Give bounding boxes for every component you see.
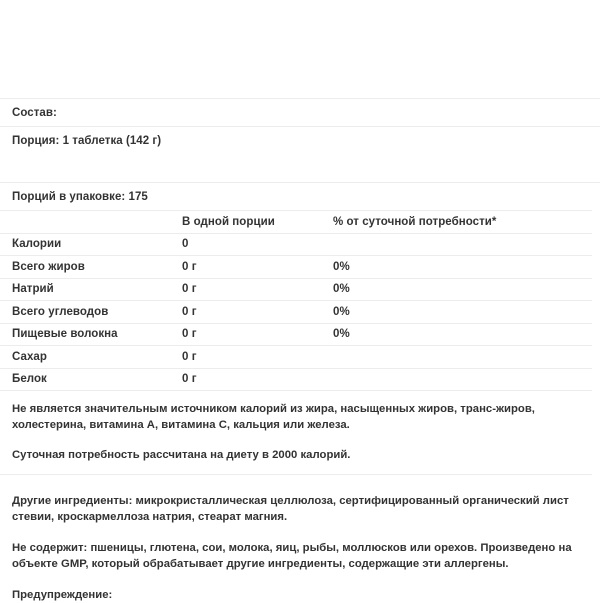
table-header-row	[0, 211, 592, 234]
table-row	[0, 323, 592, 346]
nutrient-amount: 0 г	[182, 301, 333, 324]
nutrient-name: Калории	[0, 233, 182, 256]
nutrient-amount: 0 г	[182, 323, 333, 346]
top-spacer	[0, 0, 600, 98]
nutrient-daily-value	[333, 368, 592, 391]
nutrient-daily-value: 0%	[333, 323, 592, 346]
column-header-daily-value: % от суточной потребности*	[333, 211, 592, 234]
nutrient-name: Белок	[0, 368, 182, 391]
nutrient-name: Всего углеводов	[0, 301, 182, 324]
table-row	[0, 278, 592, 301]
servings-per-container-text: Порций в упаковке: 175	[12, 190, 148, 203]
nutrition-table-head	[0, 211, 592, 234]
serving-size-row	[0, 127, 600, 154]
nutrient-daily-value	[333, 233, 592, 256]
nutrient-amount: 0	[182, 233, 333, 256]
spacer-between-serving-rows	[0, 154, 600, 182]
allergen-statement-text: Не содержит: пшеницы, глютена, сои, молока, яиц, рыбы, моллюсков или орехов. Произведено на объекте GMP, который обрабатывает другие ингредиенты, содержащие эти аллергены.	[12, 542, 572, 570]
column-header-per-serving: В одной порции	[182, 211, 333, 234]
other-ingredients-text: Другие ингредиенты: микрокристаллическая целлюлоза, сертифицированный органический лист стевии, кроскармеллоза натрия, стеарат магния.	[12, 495, 569, 523]
ingredients-block	[0, 493, 600, 603]
table-row	[0, 256, 592, 279]
supplement-facts-heading: Состав:	[12, 106, 57, 119]
nutrient-daily-value: 0%	[333, 278, 592, 301]
nutrient-name: Сахар	[0, 346, 182, 369]
footnote-daily-value-basis: Суточная потребность рассчитана на диету в 2000 калорий.	[12, 449, 351, 461]
nutrition-table-body	[0, 233, 592, 391]
nutrition-table	[0, 210, 592, 391]
nutrient-amount: 0 г	[182, 346, 333, 369]
nutrient-name: Всего жиров	[0, 256, 182, 279]
nutrient-amount: 0 г	[182, 368, 333, 391]
table-row	[0, 233, 592, 256]
column-header-nutrient	[0, 211, 182, 234]
table-row	[0, 368, 592, 391]
supplement-facts-heading-row	[0, 99, 600, 126]
serving-size-text: Порция: 1 таблетка (142 г)	[12, 134, 162, 147]
nutrient-daily-value	[333, 346, 592, 369]
nutrient-daily-value: 0%	[333, 301, 592, 324]
footnote-not-significant-source: Не является значительным источником калорий из жира, насыщенных жиров, транс-жиров, холестерина, витамина A, витамина C, кальция или железа.	[12, 403, 535, 431]
nutrient-amount: 0 г	[182, 278, 333, 301]
nutrient-name: Натрий	[0, 278, 182, 301]
nutrient-daily-value: 0%	[333, 256, 592, 279]
nutrient-amount: 0 г	[182, 256, 333, 279]
servings-per-container-row	[0, 183, 600, 210]
table-row	[0, 346, 592, 369]
footnotes-block	[0, 401, 600, 463]
divider-above-other-ingredients	[0, 474, 592, 475]
table-row	[0, 301, 592, 324]
warning-heading: Предупреждение:	[12, 589, 113, 601]
nutrient-name: Пищевые волокна	[0, 323, 182, 346]
